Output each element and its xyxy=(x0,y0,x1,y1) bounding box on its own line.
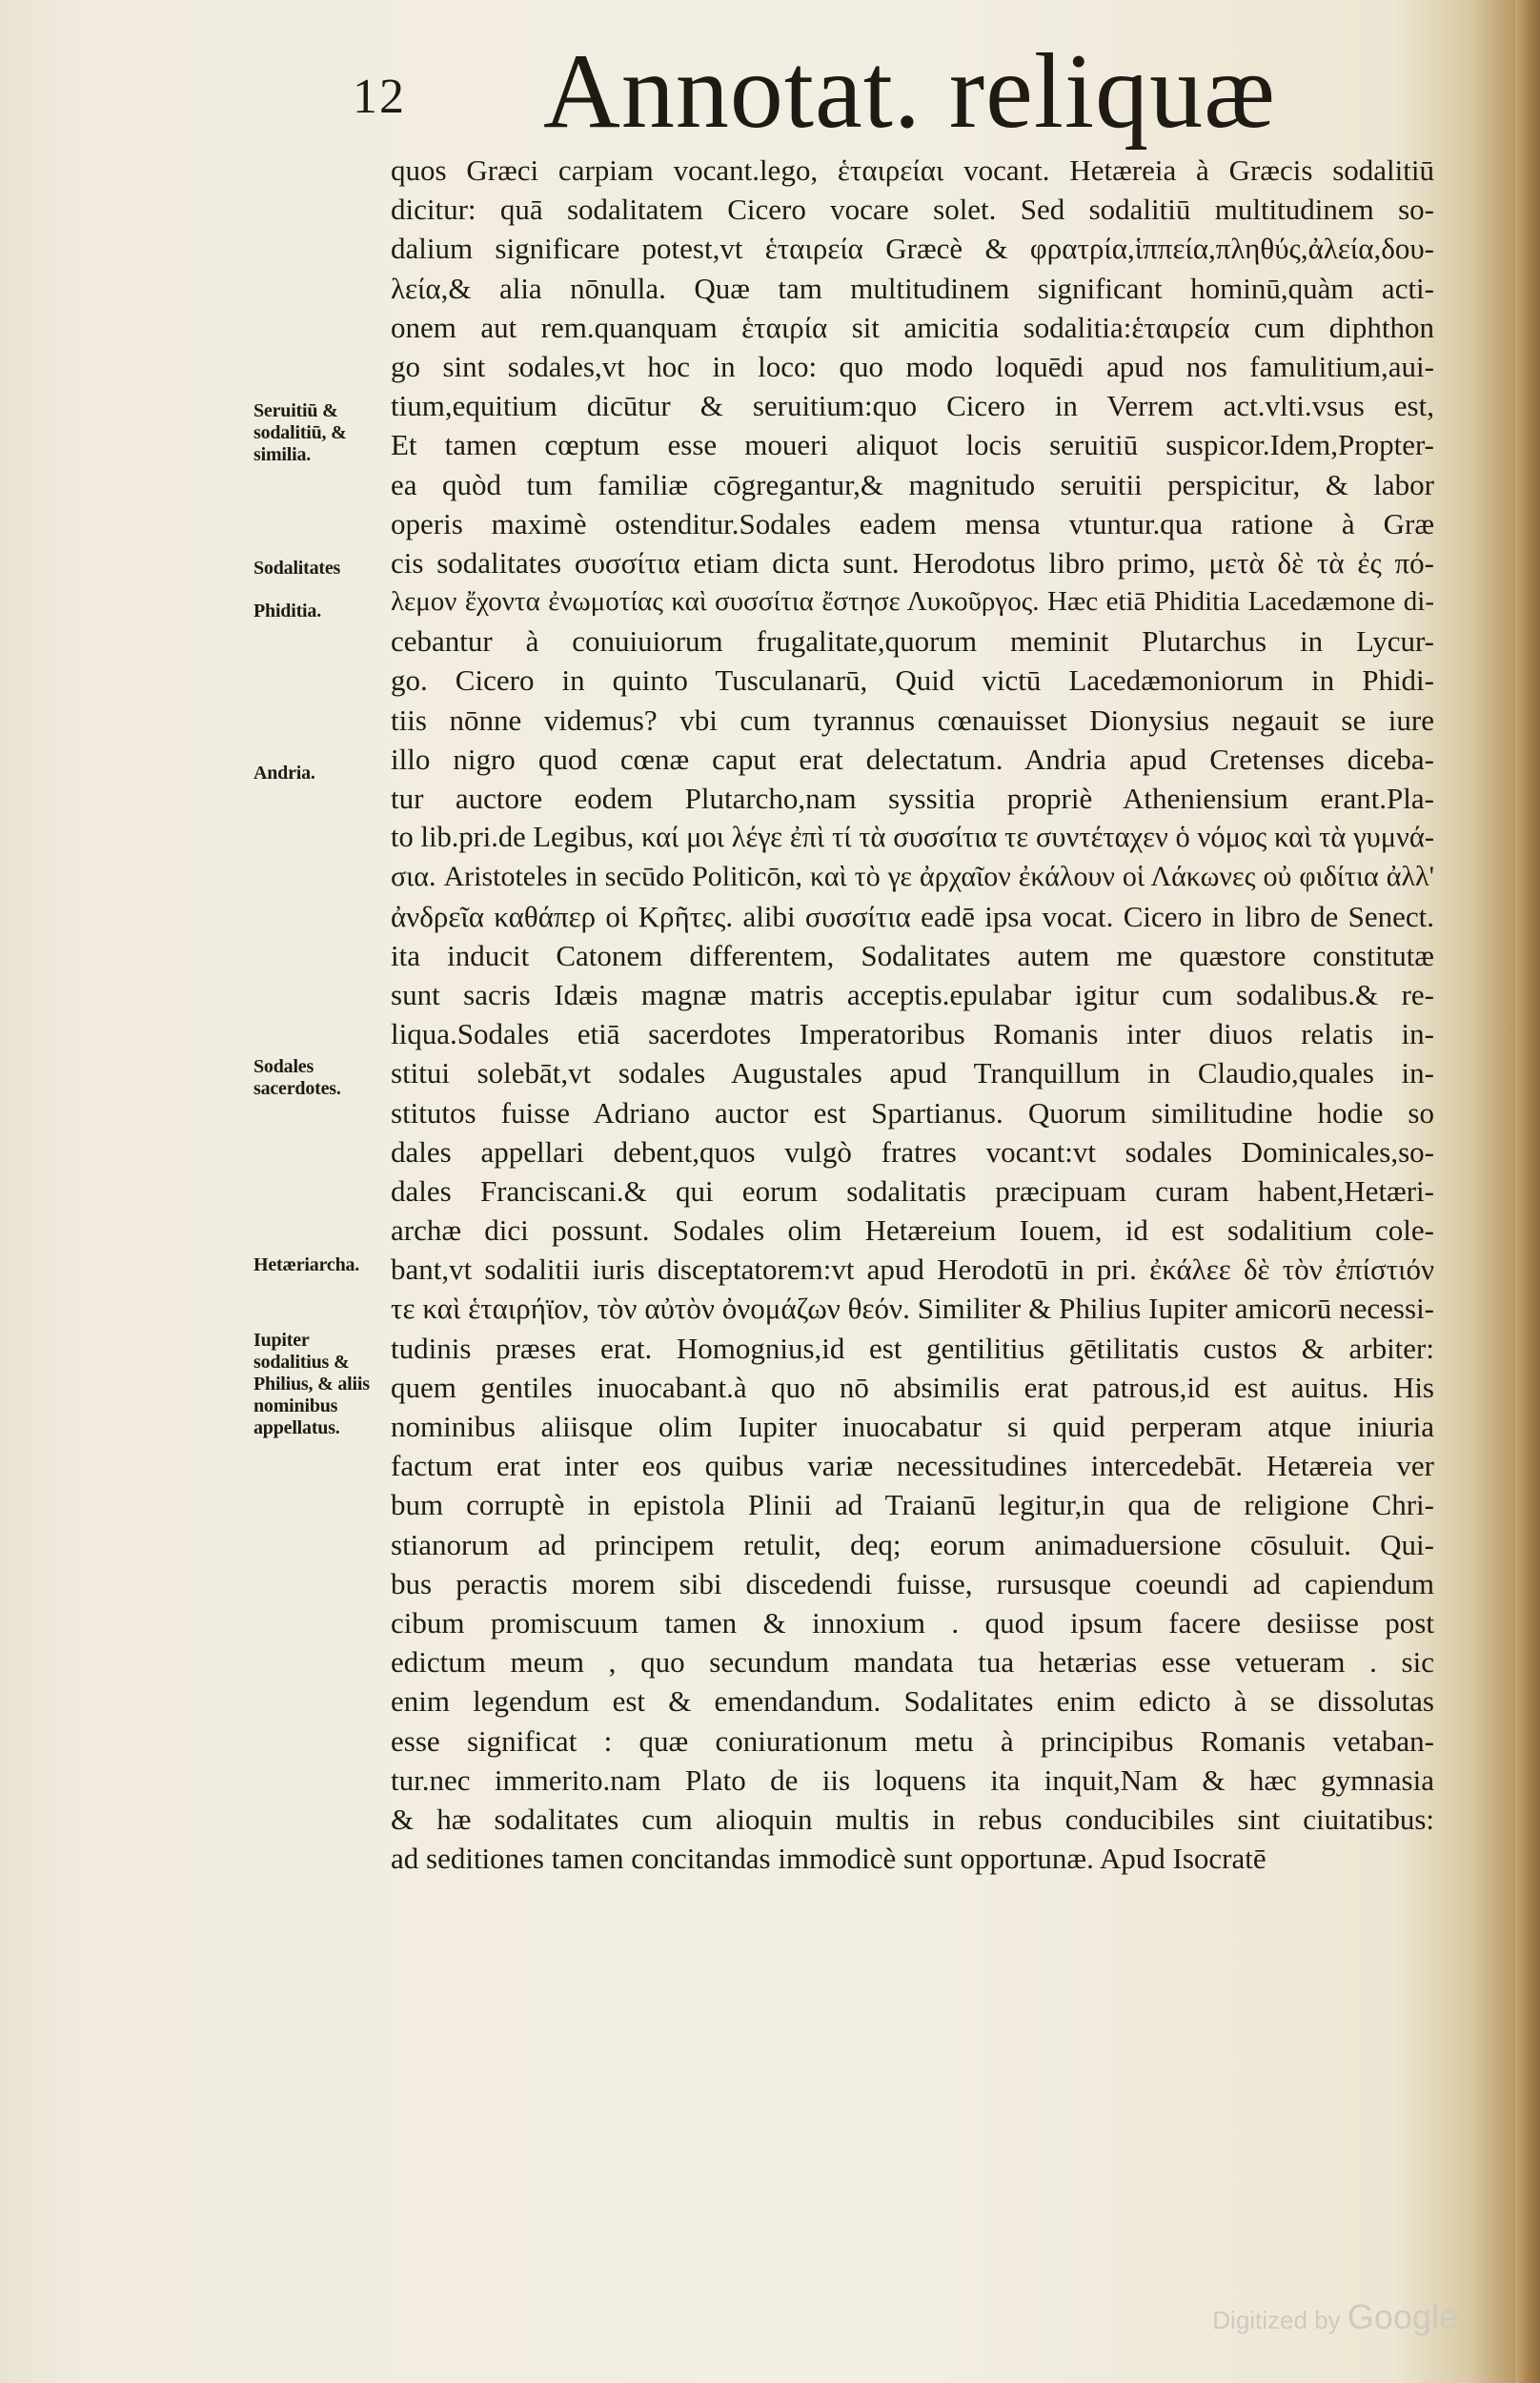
text-line: dicitur: quā sodalitatem Cicero vocare solet. Sed sodalitiū multitudinem so- xyxy=(391,193,1434,227)
text-line: cibum promiscuum tamen & innoxium . quod ipsum facere desiisse post xyxy=(391,1605,1434,1640)
text-line: operis maximè ostenditur.Sodales eadem mensa vtuntur.qua ratione à Græ xyxy=(391,506,1434,540)
text-line: tiis nōnne videmus? vbi cum tyrannus cœnauisset Dionysius negauit se iure xyxy=(391,703,1434,737)
text-line: tur.nec immerito.nam Plato de iis loquens ita inquit,Nam & hæc gymnasia xyxy=(391,1762,1434,1797)
text-line: archæ dici possunt. Sodales olim Hetæreium Iouem, id est sodalitium cole- xyxy=(391,1213,1434,1248)
text-line: tur auctore eodem Plutarcho,nam syssitia propriè Atheniensium erant.Pla- xyxy=(391,782,1434,815)
text-line: ea quòd tum familiæ cōgregantur,& magnitudo seruitii perspicitur, & labor xyxy=(391,467,1434,501)
text-line: λεία,& alia nōnulla. Quæ tam multitudinem significant hominū,quàm acti- xyxy=(391,271,1434,305)
text-line: nominibus aliisque olim Iupiter inuocabatur si quid perperam atque iniuria xyxy=(391,1410,1434,1443)
page-edge xyxy=(1515,0,1540,2383)
margin-note-seruitium: Seruitiū & sodalitiū, & similia. xyxy=(253,400,347,465)
body-text xyxy=(391,151,1434,1878)
text-line: go. Cicero in quinto Tusculanarū, Quid victū Lacedæmoniorum in Phidi- xyxy=(391,663,1434,698)
text-line: factum erat inter eos quibus variæ necessitudines intercedebāt. Hetæreia ver xyxy=(391,1449,1434,1483)
text-line: to lib.pri.de Legibus, καί μοι λέγε ἐπὶ τί τὰ συσσίτια τε συντέταχεν ὁ νόμος καὶ τὰ γυμνά- xyxy=(391,821,1434,854)
running-title: Annotat. reliquæ xyxy=(543,32,1276,151)
text-line: bant,vt sodalitii iuris disceptatorem:vt apud Herodotū in pri. ἐκάλεε δὲ τὸν ἐπίστιόν xyxy=(391,1253,1434,1287)
text-line: tium,equitium dicūtur & seruitium:quo Cicero in Verrem act.vlti.vsus est, xyxy=(391,389,1434,423)
text-line: sunt sacris Idæis magnæ matris acceptis.epulabar igitur cum sodalibus.& re- xyxy=(391,977,1434,1011)
page-number: 12 xyxy=(353,70,406,124)
text-line: stitui solebāt,vt sodales Augustales apud Tranquillum in Claudio,quales in- xyxy=(391,1056,1434,1090)
text-line: bum corruptè in epistola Plinii ad Traianū legitur,in qua de religione Chri- xyxy=(391,1488,1434,1522)
text-line: onem aut rem.quanquam ἑταιρία sit amicitia sodalitia:ἑταιρεία cum diphthon xyxy=(391,310,1434,344)
margin-note-hetaeriarcha: Hetæriarcha. xyxy=(253,1254,360,1275)
text-line: tudinis præses erat. Homognius,id est gentilitius gētilitatis custos & arbiter: xyxy=(391,1331,1434,1365)
text-line: stianorum ad principem retulit, deq; eorum animaduersione cōsuluit. Qui- xyxy=(391,1527,1434,1561)
text-line: stitutos fuisse Adriano auctor est Spartianus. Quorum similitudine hodie so xyxy=(391,1095,1434,1130)
text-line: τε καὶ ἑταιρήϊον, τὸν αὐτὸν ὀνομάζων θεόν. Similiter & Philius Iupiter amicorū necessi- xyxy=(391,1292,1434,1326)
watermark-prefix: Digitized by xyxy=(1212,2306,1341,2334)
margin-note-andria: Andria. xyxy=(253,763,315,784)
text-line: Et tamen cœptum esse moueri aliquot locis seruitiū suspicor.Idem,Propter- xyxy=(391,428,1434,462)
text-line: σια. Aristoteles in secūdo Politicōn, καὶ τὸ γε ἀρχαῖον ἐκάλουν οἱ Λάκωνες οὐ φιδίτια ἀλλ' xyxy=(391,861,1434,893)
text-line: λεμον ἔχοντα ἐνωμοτίας καὶ συσσίτια ἔστησε Λυκοῦργος. Hæc etiā Phiditia Lacedæmone di- xyxy=(391,586,1434,618)
margin-note-sodalitates: Sodalitates xyxy=(253,558,341,579)
text-line: edictum meum , quo secundum mandata tua hetærias esse vetueram . sic xyxy=(391,1645,1434,1680)
text-line: go sint sodales,vt hoc in loco: quo modo loquēdi apud nos famulitium,aui- xyxy=(391,349,1434,383)
text-line: cis sodalitates συσσίτια etiam dicta sunt. Herodotus libro primo, μετὰ δὲ τὰ ἐς πό- xyxy=(391,545,1434,580)
text-line: illo nigro quod cœnæ caput erat delectatum. Andria apud Cretenses diceba- xyxy=(391,742,1434,776)
text-line: cebantur à conuiuiorum frugalitate,quorum meminit Plutarchus in Lycur- xyxy=(391,624,1434,659)
text-line: esse significat : quæ coniurationum metu à principibus Romanis vetaban- xyxy=(391,1723,1434,1758)
text-line: ita inducit Catonem differentem, Sodalitates autem me quæstore constitutæ xyxy=(391,938,1434,972)
text-line: bus peractis morem sibi discedendi fuisse, rursusque coeundi ad capiendum xyxy=(391,1566,1434,1600)
text-line: dales Franciscani.& qui eorum sodalitatis præcipuam curam habent,Hetæri- xyxy=(391,1173,1434,1208)
margin-note-phiditia: Phiditia. xyxy=(253,601,321,621)
text-line: quem gentiles inuocabant.à quo nō absimilis erat patrous,id est auitus. His xyxy=(391,1370,1434,1404)
text-line: quos Græci carpiam vocant.lego, ἑταιρείαι vocant. Hetæreia à Græcis sodalitiū xyxy=(391,153,1434,187)
text-line: dalium significare potest,vt ἑταιρεία Græcè & φρατρία,ἱππεία,πληθύς,ἀλεία,δου- xyxy=(391,232,1434,266)
text-line: liqua.Sodales etiā sacerdotes Imperatoribus Romanis inter diuos relatis in- xyxy=(391,1017,1434,1051)
digitization-watermark xyxy=(1212,2297,1458,2337)
text-line: & hæ sodalitates cum alioquin multis in rebus conducibiles sint ciuitatibus: xyxy=(391,1802,1434,1836)
margin-note-sodales-sacerdotes: Sodales sacerdotes. xyxy=(253,1056,341,1099)
text-line: ἀνδρεῖα καθάπερ οἱ Κρῆτες. alibi συσσίτια eadē ipsa vocat. Cicero in libro de Senect. xyxy=(391,899,1434,933)
margin-note-iupiter: Iupiter sodalitius & Philius, & aliis nominibus appellatus. xyxy=(253,1330,370,1438)
text-line: dales appellari debent,quos vulgò fratres vocant:vt sodales Dominicales,so- xyxy=(391,1134,1434,1169)
text-line: ad seditiones tamen concitandas immodicè sunt opportunæ. Apud Isocratē xyxy=(391,1842,1266,1876)
text-line: enim legendum est & emendandum. Sodalitates enim edicto à se dissolutas xyxy=(391,1684,1434,1719)
watermark-brand: Google xyxy=(1347,2297,1458,2336)
